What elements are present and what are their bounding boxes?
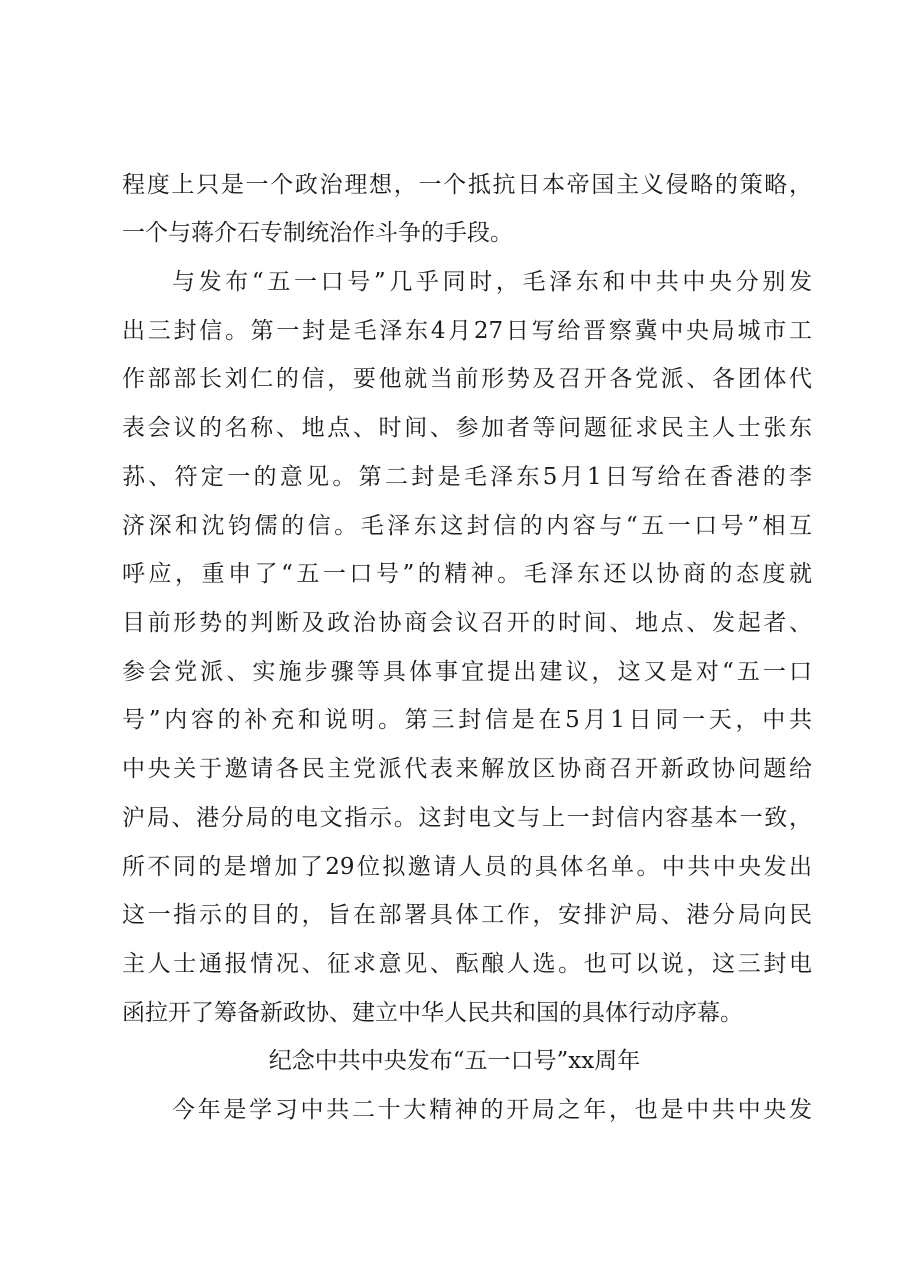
paragraph-2-line-4: 表会议的名称、地点、时间、参加者等问题征求民主人士张东 (122, 415, 812, 441)
paragraph-2-line-13: 所不同的是增加了29位拟邀请人员的具体名单。中共中央发出 (122, 854, 812, 880)
paragraph-2-line-2: 出三封信。第一封是毛泽东4月27日写给晋察冀中央局城市工 (122, 318, 812, 344)
paragraph-2-line-10: 号”内容的补充和说明。第三封信是在5月1日同一天，中共 (122, 707, 812, 733)
paragraph-2-line-14: 这一指示的目的，旨在部署具体工作，安排沪局、港分局向民 (122, 902, 812, 928)
paragraph-2-line-15: 主人士通报情况、征求意见、酝酿人选。也可以说，这三封电 (122, 951, 812, 977)
paragraph-1-line-1: 程度上只是一个政治理想，一个抵抗日本帝国主义侵略的策略， (122, 172, 812, 198)
paragraph-2-line-8: 目前形势的判断及政治协商会议召开的时间、地点、发起者、 (122, 610, 812, 636)
paragraph-2-line-1: 与发布“五一口号”几乎同时，毛泽东和中共中央分别发 (172, 269, 812, 295)
paragraph-2-line-12: 沪局、港分局的电文指示。这封电文与上一封信内容基本一致， (122, 805, 812, 831)
paragraph-2-line-3: 作部部长刘仁的信，要他就当前形势及召开各党派、各团体代 (122, 366, 812, 392)
paragraph-2-line-5: 荪、符定一的意见。第二封是毛泽东5月1日写给在香港的李 (122, 464, 812, 490)
paragraph-2-line-7: 呼应，重申了“五一口号”的精神。毛泽东还以协商的态度就 (122, 561, 812, 587)
paragraph-2-line-9: 参会党派、实施步骤等具体事宜提出建议，这又是对“五一口 (122, 659, 812, 685)
section-heading: 纪念中共中央发布“五一口号”xx周年 (268, 1048, 641, 1074)
paragraph-3-line-1: 今年是学习中共二十大精神的开局之年，也是中共中央发 (172, 1097, 812, 1123)
paragraph-1-line-2: 一个与蒋介石专制统治作斗争的手段。 (122, 220, 513, 246)
paragraph-2-line-11: 中央关于邀请各民主党派代表来解放区协商召开新政协问题给 (122, 756, 812, 782)
paragraph-2-line-6: 济深和沈钧儒的信。毛泽东这封信的内容与“五一口号”相互 (122, 513, 812, 539)
paragraph-2-line-16: 函拉开了筹备新政协、建立中华人民共和国的具体行动序幕。 (122, 1000, 743, 1026)
